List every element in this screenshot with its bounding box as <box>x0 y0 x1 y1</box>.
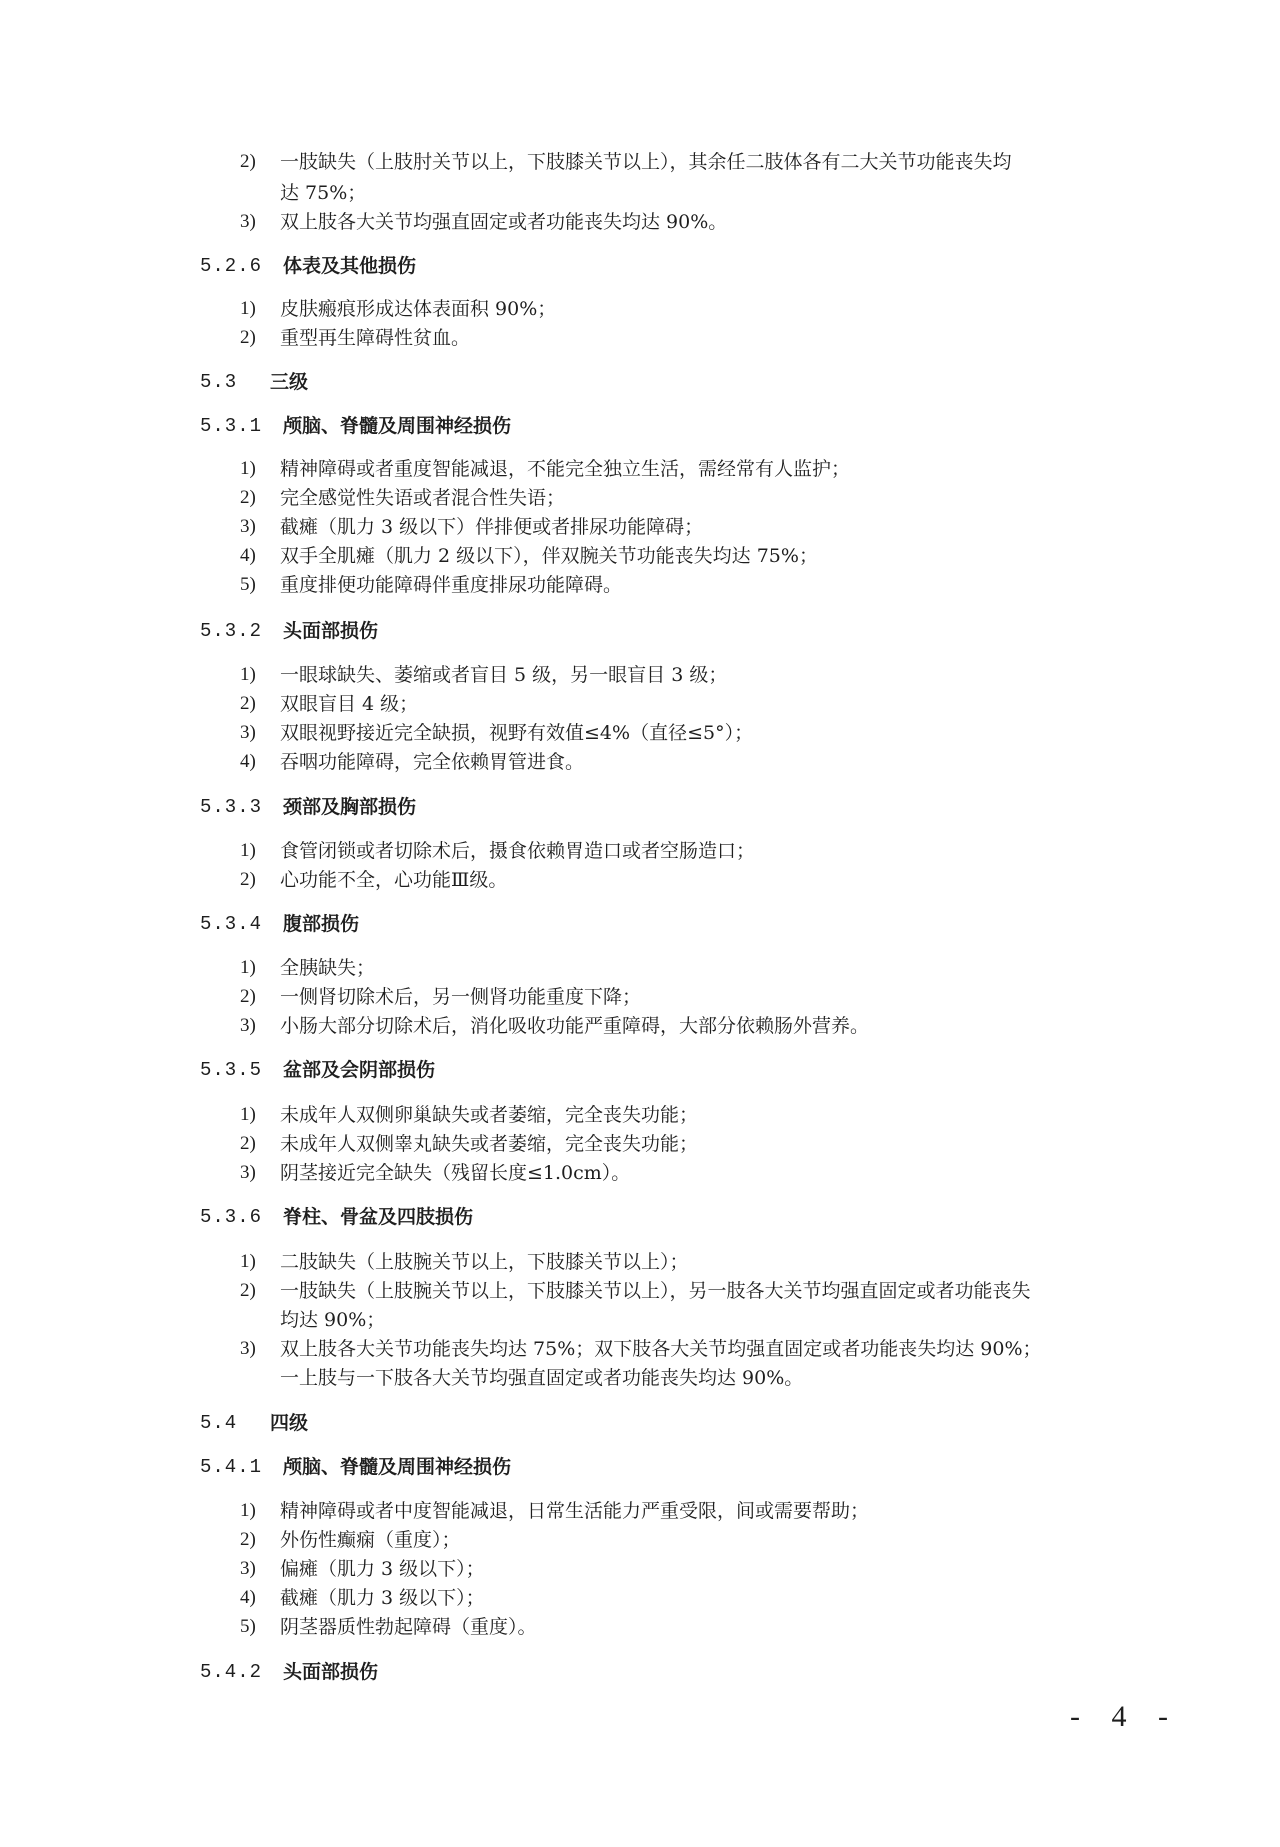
list-item-text: 偏瘫（肌力 3 级以下）； <box>280 1558 485 1580</box>
section-number: 5.3.3 <box>200 796 263 818</box>
list-item-text: 双手全肌瘫（肌力 2 级以下），伴双腕关节功能丧失均达 75%； <box>280 545 818 567</box>
section-title: 颈部及胸部损伤 <box>283 796 417 818</box>
list-item-text: 食管闭锁或者切除术后，摄食依赖胃造口或者空肠造口； <box>280 840 756 862</box>
section-title: 腹部损伤 <box>283 913 360 935</box>
list-item-number: 5) <box>240 1616 256 1637</box>
list-item-number: 3) <box>240 516 256 537</box>
list-item-number: 4) <box>240 545 256 566</box>
list-item-number: 4) <box>240 751 256 772</box>
list-item-text: 双眼视野接近完全缺损，视野有效值≤4%（直径≤5°）； <box>280 722 754 744</box>
list-item-text: 截瘫（肌力 3 级以下）伴排便或者排尿功能障碍； <box>280 516 704 538</box>
section-number: 5.4.2 <box>200 1661 263 1683</box>
list-item-number: 2) <box>240 1280 256 1301</box>
list-item-number: 2) <box>240 1133 256 1154</box>
list-item-text: 截瘫（肌力 3 级以下）； <box>280 1587 485 1609</box>
list-item-text: 一肢缺失（上肢肘关节以上，下肢膝关节以上），其余任二肢体各有二大关节功能丧失均 <box>280 151 1012 173</box>
section-number: 5.4.1 <box>200 1456 263 1478</box>
list-item-number: 2) <box>240 487 256 508</box>
page-number: - 4 - <box>1070 1700 1180 1733</box>
list-item-text: 吞咽功能障碍，完全依赖胃管进食。 <box>280 751 585 773</box>
section-title: 三级 <box>270 371 309 393</box>
list-item-text: 未成年人双侧睾丸缺失或者萎缩，完全丧失功能； <box>280 1133 699 1155</box>
section-title: 四级 <box>270 1412 309 1434</box>
section-title: 脊柱、骨盆及四肢损伤 <box>283 1206 474 1228</box>
list-item-number: 1) <box>240 840 256 861</box>
list-item-number: 1) <box>240 1251 256 1272</box>
list-item-number: 3) <box>240 1558 256 1579</box>
list-item-number: 3) <box>240 722 256 743</box>
list-item-number: 1) <box>240 1104 256 1125</box>
list-item-number: 1) <box>240 957 256 978</box>
section-title: 颅脑、脊髓及周围神经损伤 <box>283 1456 512 1478</box>
list-item-text: 一上肢与一下肢各大关节均强直固定或者功能丧失均达 90%。 <box>280 1367 804 1389</box>
list-item-text: 一侧肾切除术后，另一侧肾功能重度下降； <box>280 986 642 1008</box>
list-item-text: 双上肢各大关节均强直固定或者功能丧失均达 90%。 <box>280 211 728 233</box>
list-item-number: 2) <box>240 151 256 172</box>
list-item-number: 2) <box>240 327 256 348</box>
list-item-number: 1) <box>240 664 256 685</box>
list-item-number: 1) <box>240 298 256 319</box>
list-item-number: 5) <box>240 574 256 595</box>
section-number: 5.3.6 <box>200 1206 263 1228</box>
list-item-number: 3) <box>240 211 256 232</box>
section-title: 颅脑、脊髓及周围神经损伤 <box>283 415 512 437</box>
section-number: 5.2.6 <box>200 255 263 277</box>
list-item-text: 全胰缺失； <box>280 957 376 979</box>
list-item-text: 未成年人双侧卵巢缺失或者萎缩，完全丧失功能； <box>280 1104 699 1126</box>
section-number: 5.3.2 <box>200 620 263 642</box>
section-number: 5.3.4 <box>200 913 263 935</box>
list-item-number: 2) <box>240 869 256 890</box>
list-item-text: 一肢缺失（上肢腕关节以上，下肢膝关节以上），另一肢各大关节均强直固定或者功能丧失 <box>280 1280 1031 1302</box>
list-item-text: 完全感觉性失语或者混合性失语； <box>280 487 566 509</box>
list-item-number: 2) <box>240 1529 256 1550</box>
list-item-text: 均达 90%； <box>280 1309 386 1331</box>
list-item-text: 双眼盲目 4 级； <box>280 693 419 715</box>
list-item-number: 1) <box>240 1500 256 1521</box>
list-item-number: 3) <box>240 1015 256 1036</box>
section-number: 5.3.1 <box>200 415 263 437</box>
list-item-number: 4) <box>240 1587 256 1608</box>
section-number: 5.4 <box>200 1412 238 1434</box>
section-number: 5.3 <box>200 371 238 393</box>
list-item-text: 皮肤瘢痕形成达体表面积 90%； <box>280 298 557 320</box>
list-item-text: 双上肢各大关节功能丧失均达 75%；双下肢各大关节均强直固定或者功能丧失均达 90%； <box>280 1338 1042 1360</box>
list-item-text: 一眼球缺失、萎缩或者盲目 5 级，另一眼盲目 3 级； <box>280 664 728 686</box>
section-title: 头面部损伤 <box>283 620 379 642</box>
list-item-text: 二肢缺失（上肢腕关节以上，下肢膝关节以上）； <box>280 1251 689 1273</box>
list-item-text: 阴茎器质性勃起障碍（重度）。 <box>280 1616 537 1638</box>
list-item-text: 重度排便功能障碍伴重度排尿功能障碍。 <box>280 574 623 596</box>
list-item-number: 2) <box>240 693 256 714</box>
list-item-number: 3) <box>240 1338 256 1359</box>
section-number: 5.3.5 <box>200 1059 263 1081</box>
list-item-text: 重型再生障碍性贫血。 <box>280 327 471 349</box>
section-title: 体表及其他损伤 <box>283 255 417 277</box>
list-item-text: 精神障碍或者重度智能减退，不能完全独立生活，需经常有人监护； <box>280 458 851 480</box>
list-item-text: 外伤性癫痫（重度）； <box>280 1529 461 1551</box>
list-item-text: 心功能不全，心功能Ⅲ级。 <box>280 869 508 891</box>
list-item-text: 阴茎接近完全缺失（残留长度≤1.0cm）。 <box>280 1162 631 1184</box>
section-title: 盆部及会阴部损伤 <box>283 1059 436 1081</box>
list-item-text: 精神障碍或者中度智能减退，日常生活能力严重受限，间或需要帮助； <box>280 1500 870 1522</box>
section-title: 头面部损伤 <box>283 1661 379 1683</box>
list-item-text: 小肠大部分切除术后，消化吸收功能严重障碍，大部分依赖肠外营养。 <box>280 1015 870 1037</box>
list-item-text: 达 75%； <box>280 182 367 204</box>
list-item-number: 3) <box>240 1162 256 1183</box>
list-item-number: 1) <box>240 458 256 479</box>
list-item-number: 2) <box>240 986 256 1007</box>
